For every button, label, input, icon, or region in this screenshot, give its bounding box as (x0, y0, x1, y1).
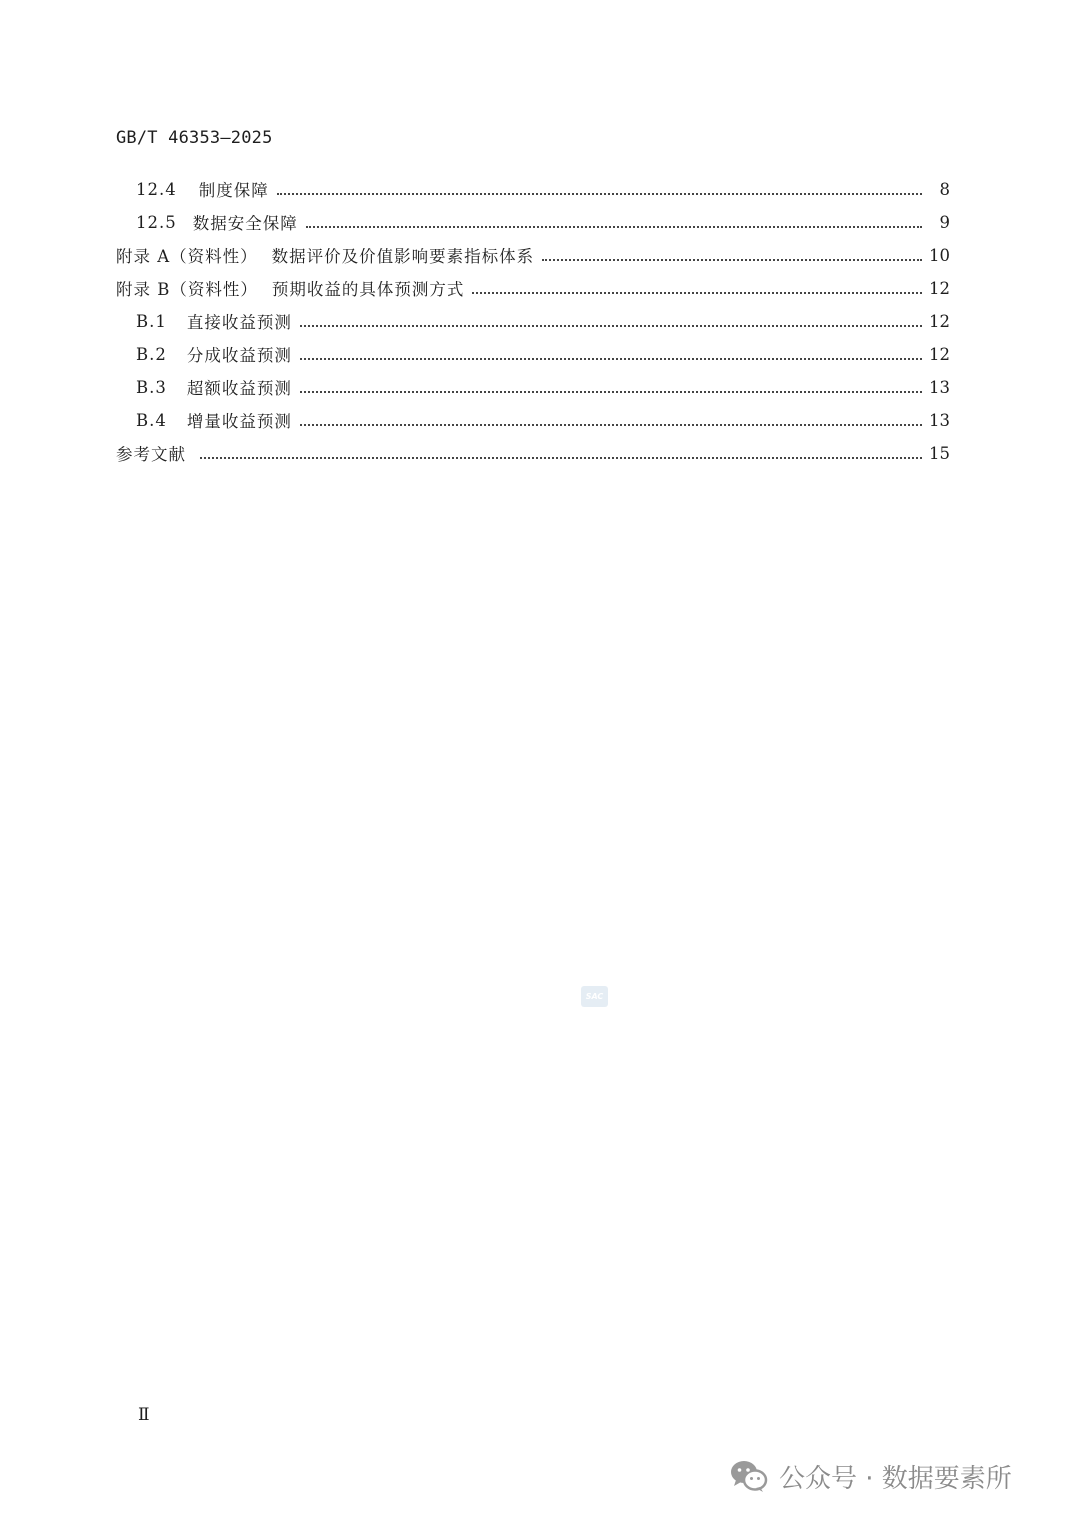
dot-leader (472, 291, 922, 294)
toc-page-number: 10 (929, 245, 950, 265)
toc-page-number: 12 (929, 278, 950, 298)
wechat-icon (729, 1459, 769, 1493)
toc-row[interactable] (136, 207, 950, 237)
page-number: Ⅱ (138, 1405, 150, 1425)
toc-section-title: 超额收益预测 (186, 379, 292, 398)
sac-watermark-stamp (581, 986, 608, 1007)
toc-row[interactable] (116, 273, 950, 303)
dot-leader (542, 258, 922, 261)
toc-section-number: B.1 (136, 311, 167, 331)
toc-row[interactable] (136, 306, 950, 336)
dot-leader (300, 324, 922, 327)
document-code: GB/T 46353—2025 (116, 128, 273, 148)
toc-section-number: 附录 B（资料性） (116, 280, 258, 299)
toc-section-title: 预期收益的具体预测方式 (271, 280, 465, 299)
toc-page-number: 12 (929, 344, 950, 364)
toc-row[interactable] (116, 240, 950, 270)
toc-section-title: 增量收益预测 (186, 412, 292, 431)
dot-leader (306, 225, 922, 228)
dot-leader (300, 423, 922, 426)
toc-page-number: 15 (929, 443, 950, 463)
toc-row[interactable] (116, 438, 950, 468)
toc-row[interactable] (136, 405, 950, 435)
toc-section-number: 12.5 (136, 212, 177, 232)
toc-section-title: 直接收益预测 (186, 313, 292, 332)
toc-section-number: 附录 A（资料性） (116, 247, 258, 266)
toc-section-number: 12.4 (136, 179, 177, 199)
dot-leader (300, 357, 922, 360)
toc-section-number: B.3 (136, 377, 167, 397)
toc-row[interactable] (136, 174, 950, 204)
toc-section-title: 数据评价及价值影响要素指标体系 (271, 247, 535, 266)
toc-section-number: B.2 (136, 344, 167, 364)
toc-page-number: 13 (929, 410, 950, 430)
toc-section-title: 参考文献 (116, 445, 186, 464)
stamp-text: SAC (585, 992, 604, 1001)
dot-leader (300, 390, 922, 393)
dot-leader (200, 456, 922, 459)
toc-section-title: 制度保障 (198, 181, 269, 200)
toc-section-title: 数据安全保障 (192, 214, 298, 233)
dot-leader (277, 192, 922, 195)
toc-page-number: 13 (929, 377, 950, 397)
toc-row[interactable] (136, 372, 950, 402)
toc-page-number: 9 (939, 212, 950, 232)
toc-page-number: 12 (929, 311, 950, 331)
footer-watermark (729, 1456, 1012, 1496)
footer-account-name: 公众号 · 数据要素所 (779, 1463, 1012, 1494)
toc-section-number: B.4 (136, 410, 167, 430)
toc-row[interactable] (136, 339, 950, 369)
toc-section-title: 分成收益预测 (186, 346, 292, 365)
toc-page-number: 8 (939, 179, 950, 199)
